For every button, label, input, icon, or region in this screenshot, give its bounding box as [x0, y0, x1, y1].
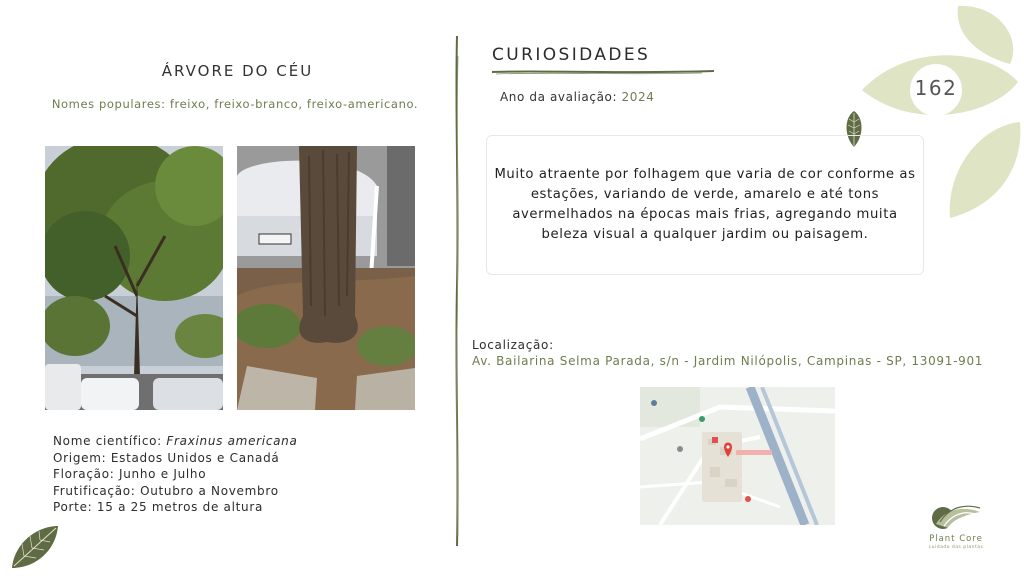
column-divider	[452, 36, 462, 546]
leaf-icon	[8, 522, 62, 572]
brand-tagline: cuidado das plantas	[928, 545, 984, 550]
scientific-name-value: Fraxinus americana	[166, 434, 298, 448]
popular-names: Nomes populares: freixo, freixo-branco, freixo-americano.	[51, 97, 419, 111]
evaluation-year: Ano da avaliação: 2024	[500, 90, 655, 104]
tree-photo-canopy	[45, 146, 223, 410]
tree-photo-trunk	[237, 146, 415, 410]
curiosities-title: CURIOSIDADES	[492, 45, 651, 65]
title-underline	[492, 68, 714, 76]
location-address: Av. Bailarina Selma Parada, s/n - Jardim Nilópolis, Campinas - SP, 13091-901	[472, 354, 984, 368]
location-map[interactable]	[640, 387, 835, 525]
brand-logo	[930, 502, 982, 532]
fact-scientific-name: Nome científico: Fraxinus americana	[53, 434, 298, 448]
fact-origin: Origem: Estados Unidos e Canadá	[53, 450, 280, 465]
curiosity-card	[486, 135, 924, 275]
curiosity-text: Muito atraente por folhagem que varia de cor conforme as estações, variando de verde, amarelo e até tons avermelhados na épocas mais frias, agregando muita beleza visual a qualquer jardim ou paisagem.	[494, 167, 916, 242]
fact-fruiting: Frutificação: Outubro a Novembro	[53, 483, 279, 498]
tree-title: ÁRVORE DO CÉU	[161, 62, 314, 80]
fact-flowering: Floração: Junho e Julho	[53, 467, 207, 482]
fact-size: Porte: 15 a 25 metros de altura	[53, 500, 264, 515]
brand-name: Plant Core	[929, 534, 983, 544]
page-number: 162	[914, 76, 958, 100]
location-label: Localização:	[472, 338, 554, 352]
tree-facts	[53, 433, 298, 516]
evaluation-year-value: 2024	[621, 90, 655, 104]
